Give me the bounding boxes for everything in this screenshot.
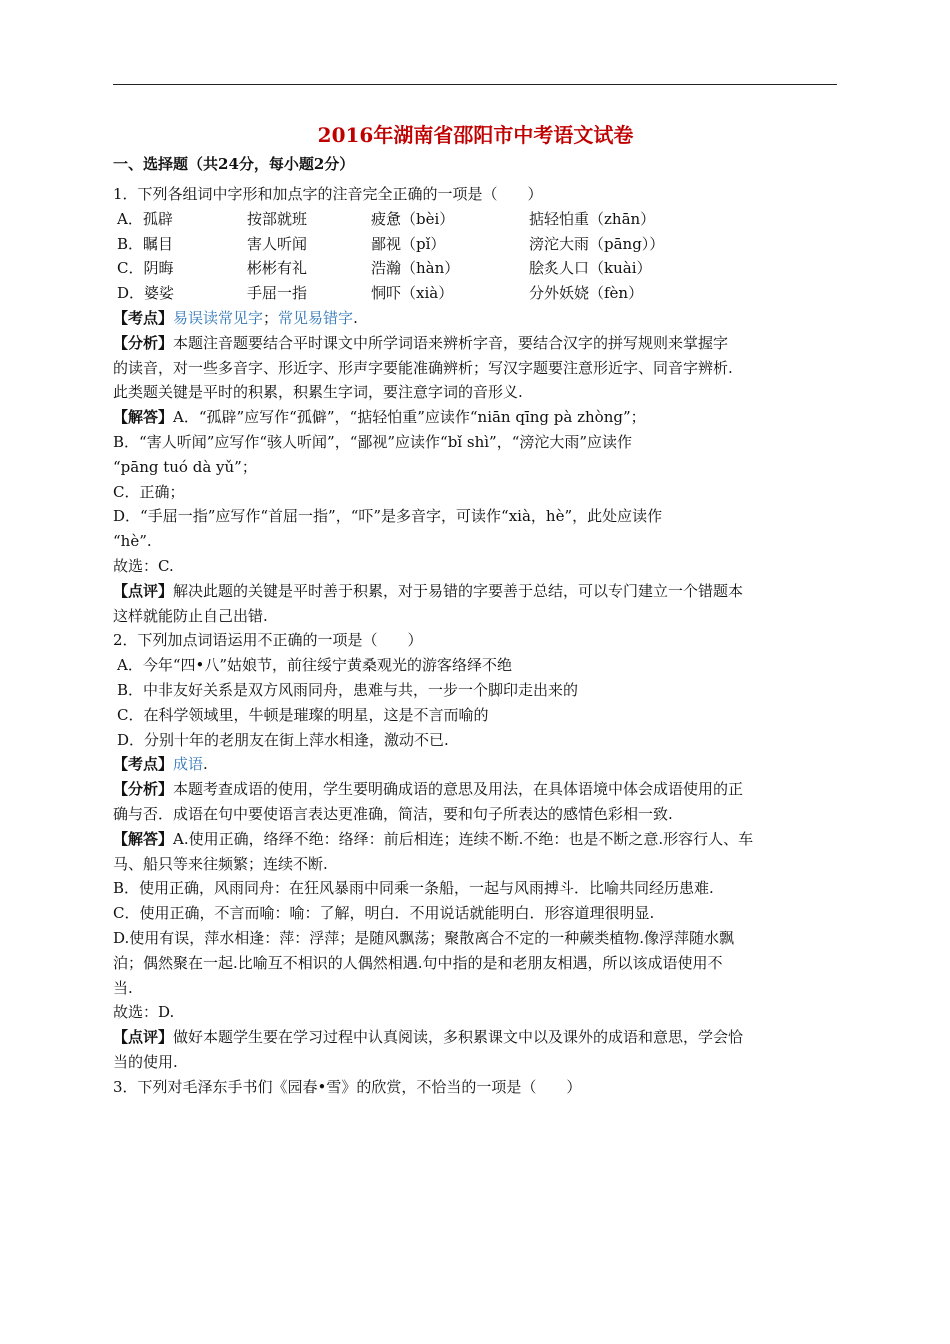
kaodian-link[interactable]: 常见易错字	[278, 308, 354, 327]
option-cell: 脍炙人口（kuài）	[529, 259, 652, 278]
question-2-kaodian	[113, 752, 838, 777]
jieda-text: 泊；偶然聚在一起.比喻互不相识的人偶然相遇.句中指的是和老朋友相遇，所以该成语使用不	[113, 953, 723, 972]
option-cell: 浩瀚（hàn）	[371, 259, 460, 278]
option-cell: A．孤辟	[117, 209, 173, 228]
jieda-text: C．正确；	[113, 482, 185, 501]
fenxi-text: 此类题关键是平时的积累，积累生字词，要注意字词的音形义.	[113, 383, 523, 402]
kaodian-separator: ；	[263, 308, 279, 327]
fenxi-text: 确与否．成语在句中要使语言表达更准确，简洁，要和句子所表达的感情色彩相一致.	[113, 804, 673, 823]
dianping-text: 这样就能防止自己出错.	[113, 606, 268, 625]
question-1-kaodian	[113, 306, 838, 331]
page-title: 2016年湖南省邵阳市中考语文试卷	[317, 123, 634, 147]
fenxi-tag: 【分析】	[113, 333, 174, 352]
option-cell: 害人听闻	[247, 234, 308, 253]
jieda-tag: 【解答】	[113, 829, 174, 848]
document-body	[113, 120, 838, 1099]
option-cell: 滂沱大雨（pāng））	[529, 234, 665, 253]
question-1-answer: 故选：C.	[113, 556, 174, 575]
question-1-option-a	[113, 207, 838, 232]
jieda-text: B．使用正确，风雨同舟：在狂风暴雨中同乘一条船，一起与风雨搏斗．比喻共同经历患难.	[113, 879, 714, 898]
question-2-jieda	[113, 827, 838, 852]
question-1-option-d	[113, 281, 838, 306]
fenxi-text: 本题注音题要结合平时课文中所学词语来辨析字音，要结合汉字的拼写规则来掌握字	[173, 333, 729, 352]
dianping-tag: 【点评】	[113, 1028, 174, 1047]
jieda-text: “pāng tuó dà yǔ”；	[113, 457, 257, 476]
option-cell: 分外妖娆（fèn）	[529, 284, 644, 303]
kaodian-link[interactable]: 成语	[173, 755, 204, 774]
header-rule	[113, 84, 837, 85]
question-2-option-b: B．中非友好关系是双方风雨同舟，患难与共，一步一个脚印走出来的	[117, 680, 579, 699]
option-cell: D．婆娑	[117, 284, 175, 303]
kaodian-link[interactable]: 易误读常见字	[173, 308, 264, 327]
option-cell: 疲惫（bèi）	[371, 209, 455, 228]
question-2-dianping	[113, 1025, 838, 1050]
question-2-option-c: C．在科学领域里，牛顿是璀璨的明星，这是不言而喻的	[117, 705, 489, 724]
question-1-option-c	[113, 256, 838, 281]
question-1-option-b	[113, 232, 838, 257]
question-3-stem: 3．下列对毛泽东手书们《园春•雪》的欣赏，不恰当的一项是（ ）	[113, 1077, 582, 1096]
question-1-dianping	[113, 579, 838, 604]
option-cell: 彬彬有礼	[247, 259, 308, 278]
kaodian-tag: 【考点】	[113, 755, 174, 774]
dianping-text: 当的使用.	[113, 1052, 178, 1071]
kaodian-period: .	[203, 755, 208, 774]
option-cell: 手屈一指	[247, 284, 308, 303]
question-2-option-a: A．今年“四•八”姑娘节，前往绥宁黄桑观光的游客络绎不绝	[117, 656, 513, 675]
question-2-option-d: D．分别十年的老朋友在街上萍水相逢，激动不已.	[117, 730, 449, 749]
question-2-answer: 故选：D.	[113, 1003, 175, 1022]
jieda-tag: 【解答】	[113, 408, 174, 427]
dianping-tag: 【点评】	[113, 581, 174, 600]
option-cell: B．瞩目	[117, 234, 174, 253]
fenxi-tag: 【分析】	[113, 780, 174, 799]
question-2-stem: 2．下列加点词语运用不正确的一项是（ ）	[113, 631, 423, 650]
jieda-text: C．使用正确，不言而喻：喻：了解，明白．不用说话就能明白．形容道理很明显.	[113, 904, 655, 923]
jieda-text: B．“害人听闻”应写作“骇人听闻”，“鄙视”应读作“bǐ shì”，“滂沱大雨”应读作	[113, 432, 633, 451]
jieda-text: D.使用有误，萍水相逢：萍：浮萍；是随风飘荡；聚散离合不定的一种蕨类植物.像浮萍随水飘	[113, 928, 735, 947]
fenxi-text: 本题考查成语的使用，学生要明确成语的意思及用法，在具体语境中体会成语使用的正	[173, 780, 744, 799]
jieda-text: A．“孤辟”应写作“孤僻”，“掂轻怕重”应读作“niān qīng pà zhòng”；	[173, 408, 646, 427]
option-cell: 鄙视（pǐ）	[371, 234, 446, 253]
option-cell: 掂轻怕重（zhān）	[529, 209, 656, 228]
option-cell: 按部就班	[247, 209, 308, 228]
option-cell: 恫吓（xià）	[371, 284, 454, 303]
question-1-stem: 1．下列各组词中字形和加点字的注音完全正确的一项是（ ）	[113, 185, 543, 203]
question-1-fenxi	[113, 331, 838, 356]
jieda-text: 马、船只等来往频繁；连续不断.	[113, 854, 328, 873]
jieda-text: 当.	[113, 978, 133, 997]
kaodian-tag: 【考点】	[113, 308, 174, 327]
question-2-fenxi	[113, 777, 838, 802]
dianping-text: 解决此题的关键是平时善于积累，对于易错的字要善于总结，可以专门建立一个错题本	[173, 581, 744, 600]
option-cell: C．阴晦	[117, 259, 174, 278]
jieda-text: “hè”.	[113, 532, 152, 551]
fenxi-text: 的读音，对一些多音字、形近字、形声字要能准确辨析；写汉字题要注意形近字、同音字辨析.	[113, 358, 733, 377]
question-1-jieda	[113, 405, 838, 430]
jieda-text: D．“手屈一指”应写作“首屈一指”，“吓”是多音字，可读作“xià，hè”，此处应读作	[113, 507, 663, 526]
kaodian-period: .	[353, 308, 358, 327]
section-heading: 一、选择题（共24分，每小题2分）	[113, 155, 355, 173]
dianping-text: 做好本题学生要在学习过程中认真阅读，多积累课文中以及课外的成语和意思，学会恰	[173, 1028, 744, 1047]
jieda-text: A.使用正确，络绎不绝：络绎：前后相连；连续不断.不绝：也是不断之意.形容行人、车	[173, 829, 754, 848]
